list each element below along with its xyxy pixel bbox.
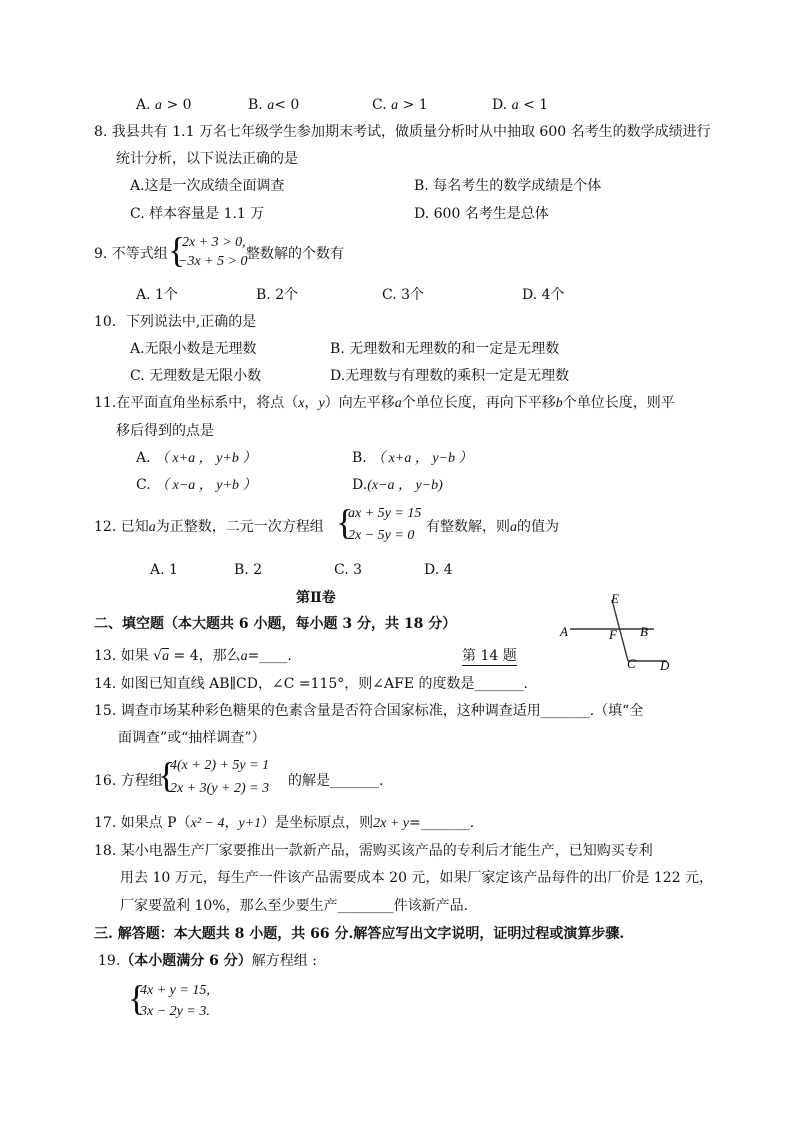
section3-heading: 三. 解答题：本大题共 8 小题，共 66 分.解答应写出文字说明，证明过程或演算步骤. (94, 926, 625, 942)
q14-figure-caption: 第 14 题 (462, 648, 517, 664)
section2-title: 第Ⅱ卷 (296, 590, 336, 606)
q16-brace: { (158, 755, 176, 795)
q8-option-d: D. 600 名考生是总体 (414, 206, 549, 222)
q19-brace: { (128, 978, 146, 1018)
q11-option-a: A. （ x+a ， y+b ） (136, 450, 257, 466)
q7-option-a: A. a > 0 (136, 97, 192, 113)
q9-option-c: C. 3个 (382, 287, 425, 303)
q18-line2: 用去 10 万元，每生产一件该产品需要成本 20 元，如果厂家定该产品每件的出厂价是 122 元， (120, 870, 714, 886)
q11-option-c: C. （ x−a ， y+b ） (136, 477, 257, 493)
q18-line3: 厂家要盈利 10%，那么至少要生产________件该新产品. (120, 898, 469, 914)
label-d: D (660, 658, 670, 672)
q12-option-c: C. 3 (334, 562, 363, 578)
q12-option-a: A. 1 (150, 562, 178, 578)
label-f: F (609, 627, 617, 642)
label-e: E (611, 591, 619, 606)
q7-option-c: C. a > 1 (372, 97, 428, 113)
q8-option-b: B. 每名考生的数学成绩是个体 (414, 178, 602, 194)
q10-option-b: B. 无理数和无理数的和一定是无理数 (330, 341, 560, 357)
q19-eq1: 4x + y = 15, (140, 983, 210, 998)
q12-brace: { (336, 502, 354, 542)
q10-option-a: A.无限小数是无理数 (130, 341, 257, 357)
q8-option-c: C. 样本容量是 1.1 万 (130, 206, 265, 222)
q19-stem: 19.（本小题满分 6 分）解方程组 : (98, 953, 317, 969)
q9-eq1: 2x + 3 > 0, (182, 235, 246, 250)
q9-option-b: B. 2个 (256, 287, 299, 303)
q7-option-b: B. a< 0 (248, 97, 300, 113)
q12-stem-left: 12. 已知a为正整数，二元一次方程组 (94, 519, 324, 535)
q15-line2: 面调查”或“抽样调查”） (118, 730, 266, 746)
q11-line1: 11.在平面直角坐标系中，将点（x，y）向左平移a个单位长度，再向下平移b个单位长度，则平 (94, 395, 675, 411)
q12-option-d: D. 4 (424, 562, 453, 578)
q9-eq2: −3x + 5 > 0 (178, 254, 248, 269)
q8-line2: 统计分析，以下说法正确的是 (116, 151, 298, 167)
section2-heading: 二、填空题（本大题共 6 小题，每小题 3 分，共 18 分） (94, 616, 457, 632)
q14: 14. 如图已知直线 AB∥CD，∠C =115°，则∠AFE 的度数是_______. (94, 676, 528, 692)
q10-option-d: D.无理数与有理数的乘积一定是无理数 (330, 368, 570, 384)
q10-stem: 10．下列说法中,正确的是 (94, 314, 257, 330)
q16-eq2: 2x + 3(y + 2) = 3 (170, 781, 270, 796)
q8-line1: 8. 我县共有 1.1 万名七年级学生参加期末考试，做质量分析时从中抽取 600 名考生的数学成绩进行 (94, 124, 711, 140)
q12-eq1: ax + 5y = 15 (348, 506, 422, 521)
q9-brace: { (168, 230, 186, 270)
q16-prefix: 16. 方程组 (94, 773, 163, 789)
q16-eq1: 4(x + 2) + 5y = 1 (170, 758, 270, 773)
label-c: C (627, 656, 636, 671)
label-a: A (560, 624, 568, 639)
q15-line1: 15. 调查市场某种彩色糖果的色素含量是否符合国家标准，这种调查适用_______.（填“全 (94, 703, 644, 719)
q14-figure (554, 588, 678, 672)
q12-option-b: B. 2 (234, 562, 263, 578)
q10-option-c: C. 无理数是无限小数 (130, 368, 262, 384)
q11-option-d: D.(x−a ， y−b) (352, 477, 443, 493)
q11-line2: 移后得到的点是 (116, 423, 214, 439)
q19-eq2: 3x − 2y = 3. (140, 1004, 210, 1019)
q12-stem-right: 有整数解，则a的值为 (426, 519, 559, 535)
q8-option-a: A.这是一次成绩全面调查 (130, 178, 285, 194)
q18-line1: 18. 某小电器生产厂家要推出一款新产品，需购买该产品的专利后才能生产，已知购买专利 (94, 843, 653, 859)
q16-suffix: 的解是_______. (288, 773, 384, 789)
q9-option-d: D. 4个 (522, 287, 565, 303)
q9-suffix: 整数解的个数有 (246, 246, 344, 262)
q11-option-b: B. （ x+a ， y−b ） (352, 450, 473, 466)
label-b: B (640, 624, 648, 639)
q12-eq2: 2x − 5y = 0 (348, 528, 415, 543)
q9-prefix: 9. 不等式组 (94, 246, 168, 262)
q9-option-a: A. 1个 (136, 287, 178, 303)
q17: 17. 如果点 P（x² − 4，y+1）是坐标原点，则2x + y=_______. (94, 815, 475, 831)
q13: 13. 如果 √a = 4，那么a=____. (94, 648, 292, 664)
q7-option-d: D. a < 1 (492, 97, 549, 113)
